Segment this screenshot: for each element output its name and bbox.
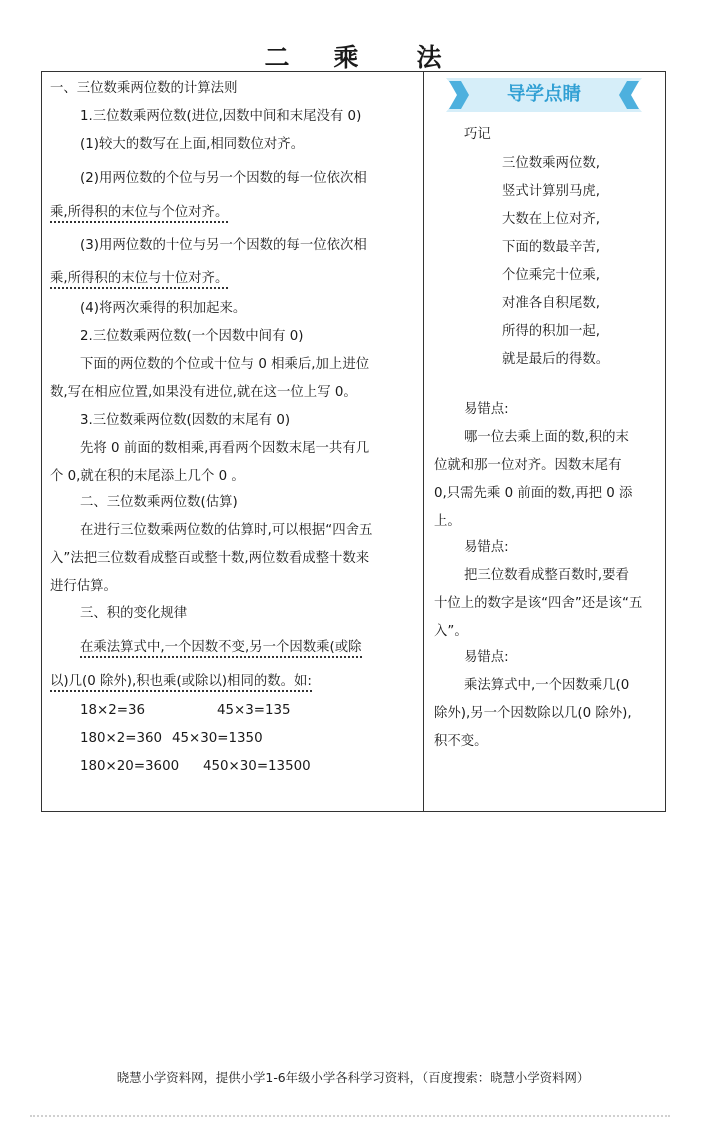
text-line: 数,写在相应位置,如果没有进位,就在这一位上写 0。: [50, 385, 357, 400]
text-line: 在进行三位数乘两位数的估算时,可以根据“四舍五: [80, 523, 373, 538]
text-line: 上。: [434, 514, 461, 529]
subheading: 巧记: [464, 127, 491, 142]
poem-line: 下面的数最辛苦,: [502, 240, 600, 255]
example-equation: 45×3=135: [217, 703, 291, 718]
title-char: 二: [264, 43, 290, 72]
poem-line: 就是最后的得数。: [502, 352, 610, 367]
text-line: 3.三位数乘两位数(因数的末尾有 0): [80, 413, 291, 428]
text-line: 积不变。: [434, 734, 488, 749]
example-equation: 45×30=1350: [172, 731, 263, 746]
example-equation: 450×30=13500: [203, 759, 311, 774]
poem-line: 对准各自积尾数,: [502, 296, 600, 311]
emphasis-text: 乘,所得积的末位与个位对齐。: [50, 205, 228, 223]
text-line: (3)用两位数的十位与另一个因数的每一位依次相: [80, 238, 367, 253]
text-line: 乘法算式中,一个因数乘几(0: [464, 678, 630, 693]
text-line: (2)用两位数的个位与另一个因数的每一位依次相: [80, 171, 367, 186]
text-line: 十位上的数字是该“四舍”还是该“五: [434, 596, 643, 611]
emphasis-text: 乘,所得积的末位与十位对齐。: [50, 271, 228, 289]
text-line: [50, 672, 312, 692]
text-line: 下面的两位数的个位或十位与 0 相乘后,加上进位: [80, 357, 370, 372]
text-line: 把三位数看成整百数时,要看: [464, 568, 629, 583]
text-line: [50, 203, 228, 223]
text-line: 入”法把三位数看成整百或整十数,两位数看成整十数来: [50, 551, 370, 566]
poem-line: 大数在上位对齐,: [502, 212, 600, 227]
subheading: 易错点:: [464, 540, 509, 555]
section-heading: 一、三位数乘两位数的计算法则: [50, 81, 238, 96]
poem-line: 竖式计算别马虎,: [502, 184, 600, 199]
title-char: 法: [416, 43, 442, 72]
subheading: 易错点:: [464, 650, 509, 665]
footer-text: 晓慧小学资料网，提供小学1-6年级小学各科学习资料，（百度搜索：晓慧小学资料网）: [116, 1070, 590, 1085]
poem-line: 三位数乘两位数,: [502, 156, 600, 171]
text-line: 1.三位数乘两位数(进位,因数中间和末尾没有 0): [80, 109, 362, 124]
example-equation: 18×2=36: [80, 703, 146, 718]
example-equation: 180×20=3600: [80, 759, 180, 774]
emphasis-text: 在乘法算式中,一个因数不变,另一个因数乘(或除: [80, 640, 362, 658]
text-line: 个 0,就在积的末尾添上几个 0 。: [50, 469, 245, 484]
text-line: 除外),另一个因数除以几(0 除外),: [434, 706, 632, 721]
text-line: 哪一位去乘上面的数,积的末: [464, 430, 629, 445]
text-line: 0,只需先乘 0 前面的数,再把 0 添: [434, 486, 633, 501]
section-heading: 二、三位数乘两位数(估算): [80, 495, 238, 510]
example-equation: 180×2=360: [80, 731, 163, 746]
text-line: 2.三位数乘两位数(一个因数中间有 0): [80, 329, 304, 344]
text-line: [80, 638, 362, 658]
banner-title: 导学点睛: [506, 84, 581, 105]
title-char: 乘: [333, 43, 359, 72]
bottom-divider: [30, 1115, 670, 1120]
poem-line: 所得的积加一起,: [502, 324, 600, 339]
text-line: 进行估算。: [50, 579, 117, 594]
text-line: 位就和那一位对齐。因数末尾有: [434, 458, 622, 473]
poem-line: 个位乘完十位乘,: [502, 268, 600, 283]
content-box: [41, 71, 666, 812]
section-heading: 三、积的变化规律: [80, 606, 188, 621]
text-line: (4)将两次乘得的积加起来。: [80, 301, 247, 316]
page-title: [0, 38, 706, 74]
text-line: 入”。: [434, 624, 468, 639]
text-line: (1)较大的数写在上面,相同数位对齐。: [80, 137, 305, 152]
column-divider: [423, 72, 424, 811]
subheading: 易错点:: [464, 402, 509, 417]
text-line: [50, 269, 228, 289]
text-line: 先将 0 前面的数相乘,再看两个因数末尾一共有几: [80, 441, 370, 456]
emphasis-text: 以)几(0 除外),积也乘(或除以)相同的数。如:: [50, 674, 312, 692]
